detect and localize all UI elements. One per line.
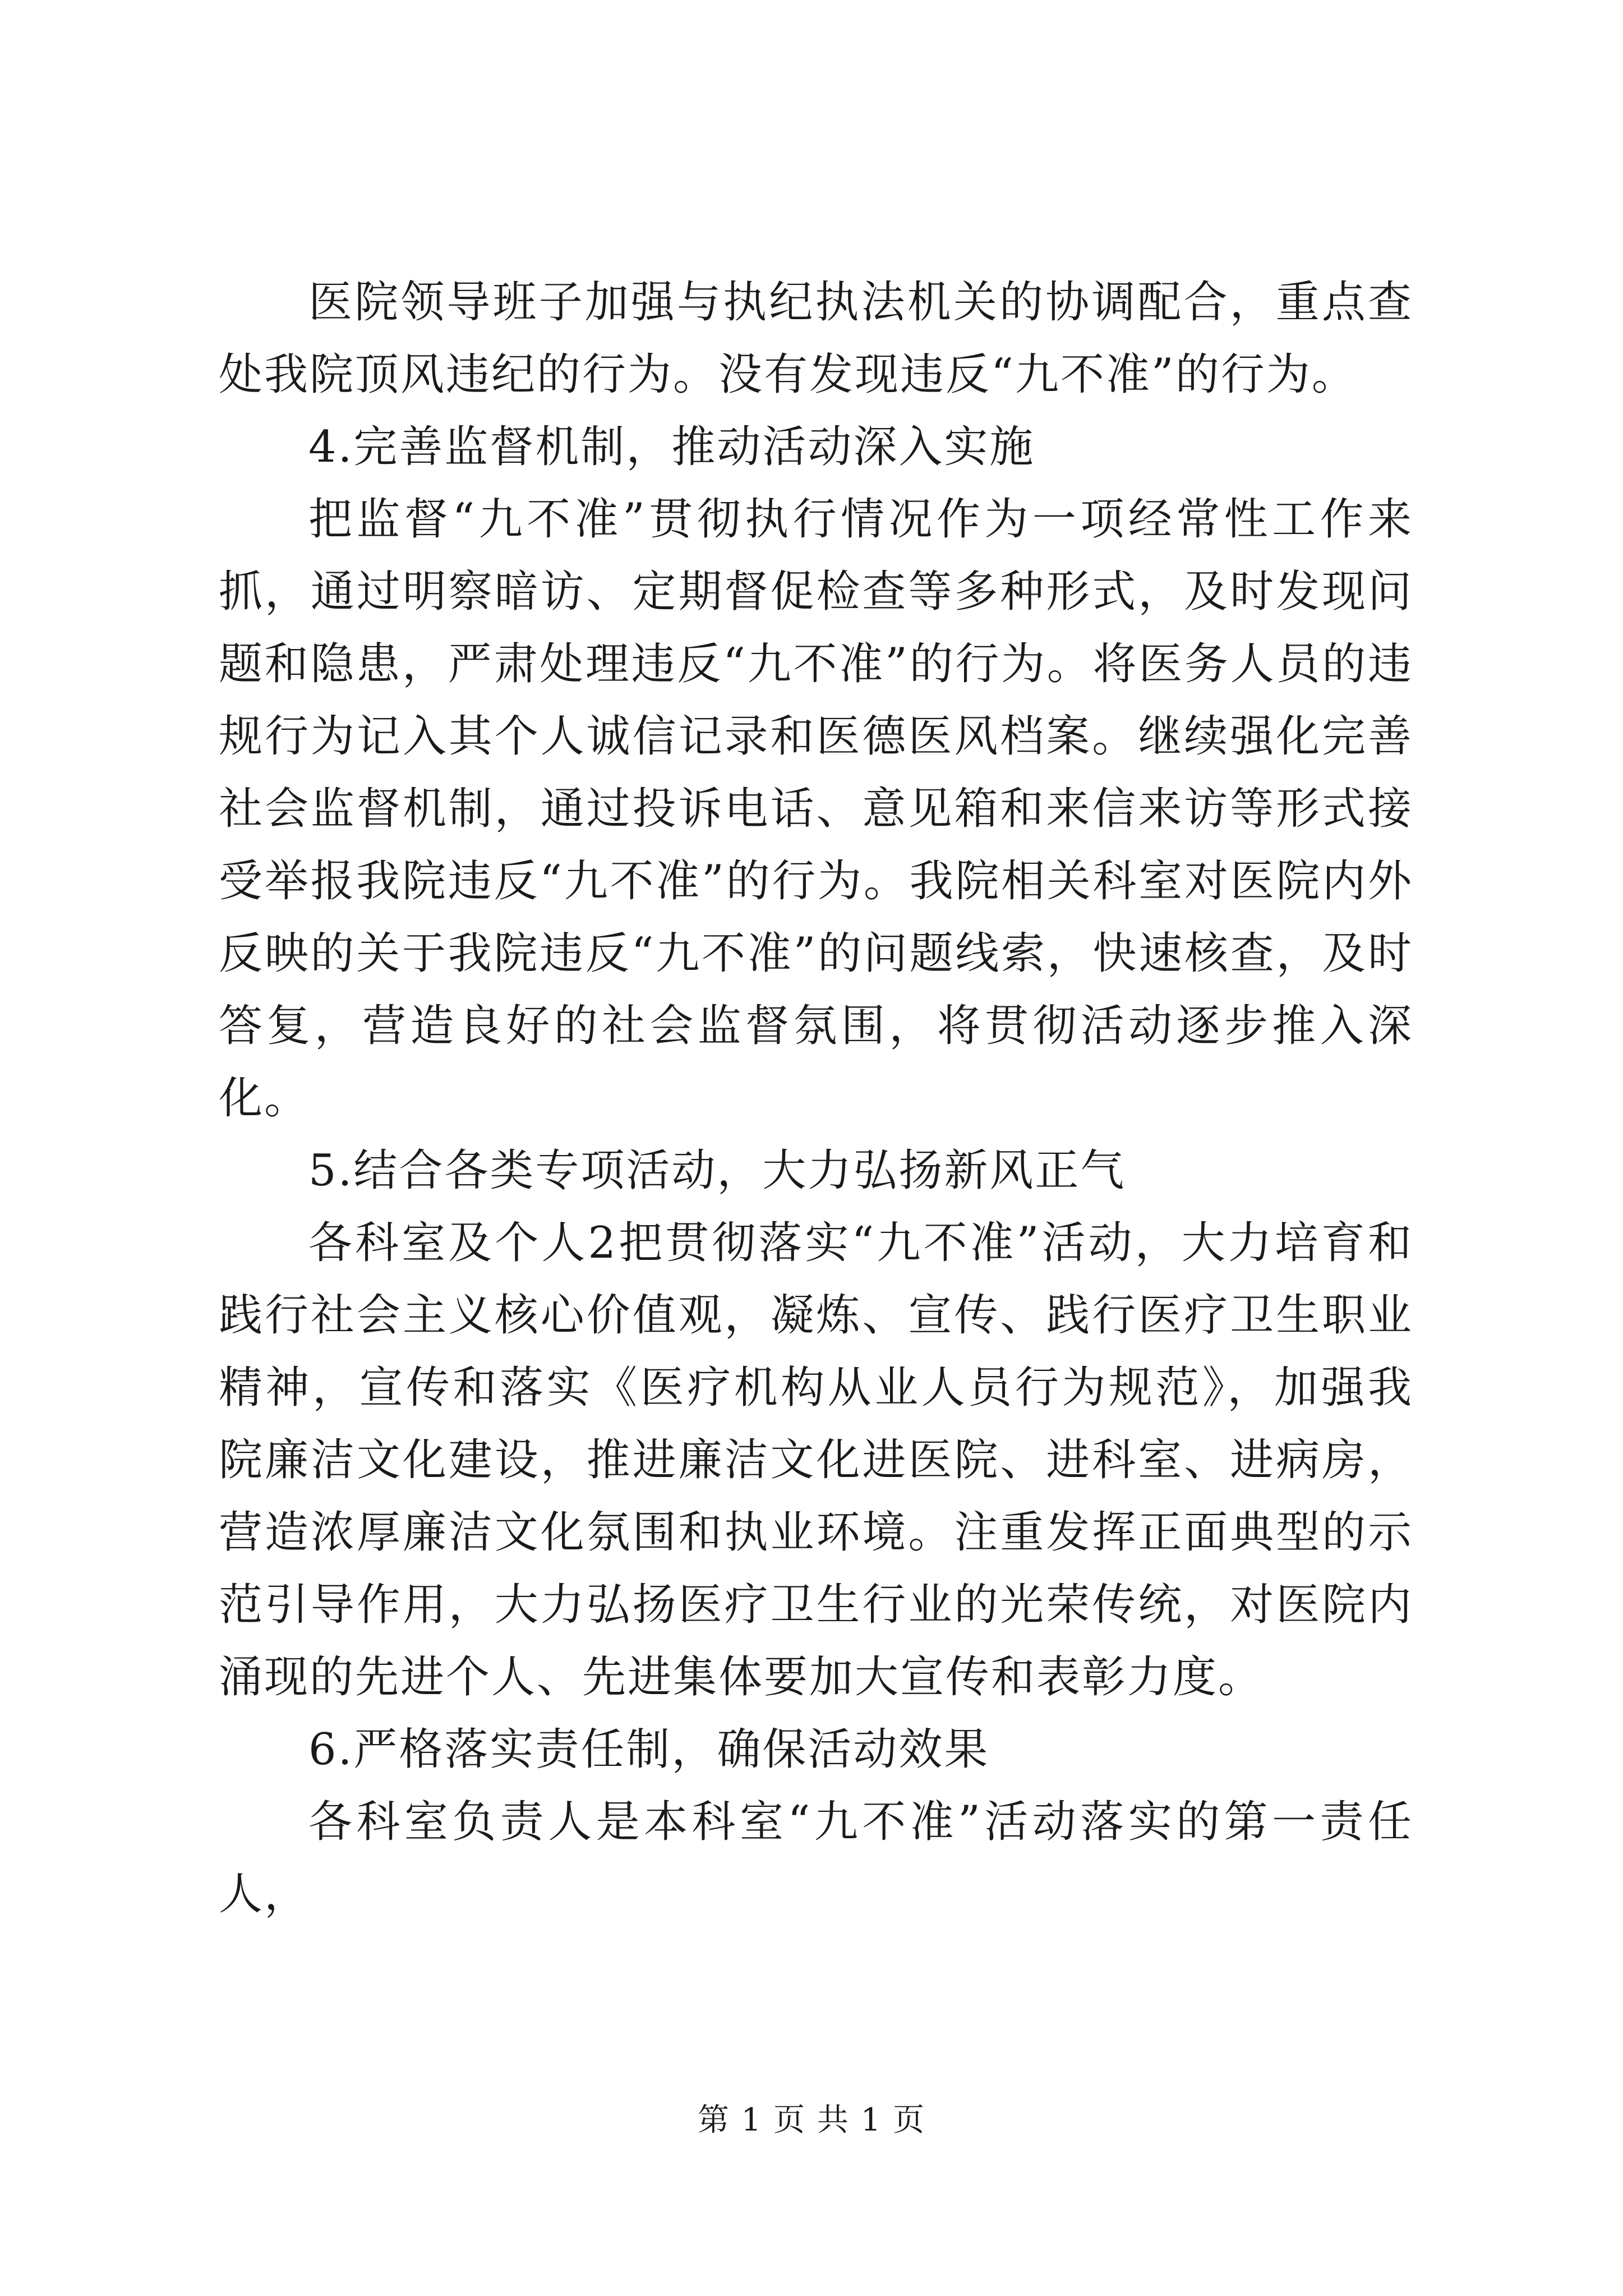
paragraph-campaigns: 各科室及个人2把贯彻落实“九不准”活动，大力培育和践行社会主义核心价值观，凝炼、宣传、践行医疗卫生职业精神，宣传和落实《医疗机构从业人员行为规范》，加强我院廉洁文化建设，推进廉洁文化进医院、进科室、进病房，营造浓厚廉洁文化氛围和执业环境。注重发挥正面典型的示范引导作用，大力弘扬医疗卫生行业的光荣传统，对医院内涌现的先进个人、先进集体要加大宣传和表彰力度。 (219, 1218, 1413, 1703)
page-number-footer: 第 1 页 共 1 页 (697, 2102, 926, 2138)
paragraph-responsibility: 各科室负责人是本科室“九不准”活动落实的第一责任人， (219, 1797, 1413, 1920)
document-body (219, 266, 1413, 1931)
heading-supervision: 4.完善监督机制，推动活动深入实施 (308, 422, 1035, 472)
paragraph-coordination: 医院领导班子加强与执纪执法机关的协调配合，重点查处我院顶风违纪的行为。没有发现违反“九不准”的行为。 (219, 277, 1413, 400)
paragraph-supervision: 把监督“九不准”贯彻执行情况作为一项经常性工作来抓，通过明察暗访、定期督促检查等多种形式，及时发现问题和隐患，严肃处理违反“九不准”的行为。将医务人员的违规行为记入其个人诚信记录和医德医风档案。继续强化完善社会监督机制，通过投诉电话、意见箱和来信来访等形式接受举报我院违反“九不准”的行为。我院相关科室对医院内外反映的关于我院违反“九不准”的问题线索，快速核查，及时答复，营造良好的社会监督氛围，将贯彻活动逐步推入深化。 (219, 494, 1413, 1124)
heading-campaigns: 5.结合各类专项活动，大力弘扬新风正气 (308, 1145, 1126, 1196)
heading-responsibility: 6.严格落实责任制，确保活动效果 (308, 1724, 990, 1775)
